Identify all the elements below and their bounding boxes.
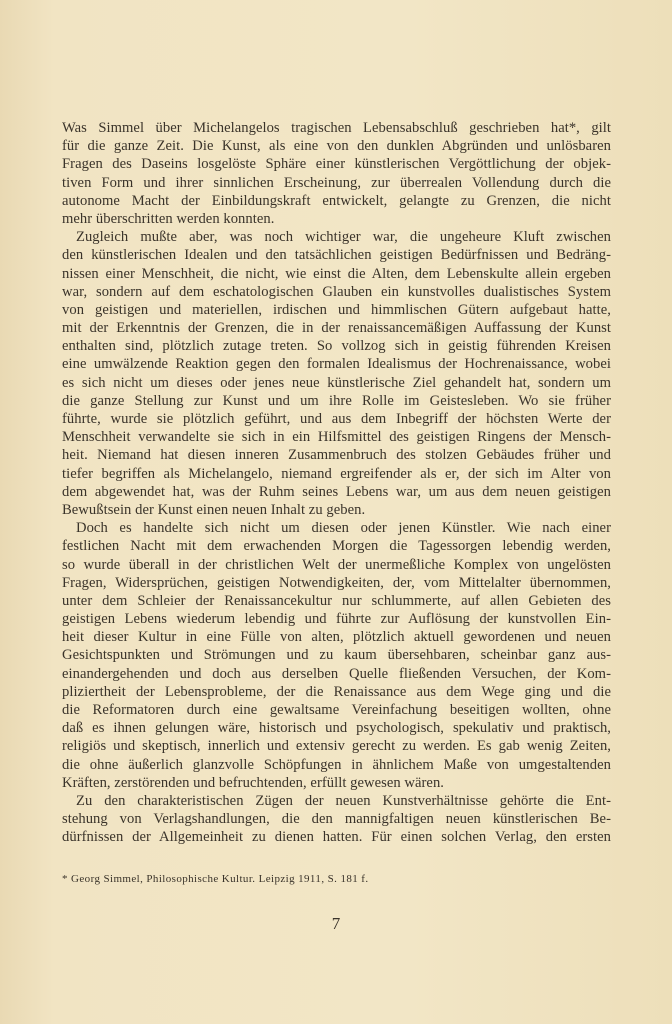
text-line: es sich nicht um dieses oder jenes neue künstlerische Ziel gehandelt hat, sondern um — [62, 374, 611, 391]
text-line: Zugleich mußte aber, was noch wichtiger war, die ungeheure Kluft zwischen — [76, 229, 611, 246]
text-line: so wurde überall in der christlichen Welt der unermeßliche Komplex von ungelösten — [62, 556, 611, 573]
text-line: Gesichtspunkten und Strömungen und zu kaum übersehbaren, scheinbar ganz aus- — [62, 647, 611, 664]
text-line: Fragen des Daseins losgelöste Sphäre einer künstlerischen Vergöttlichung der objek- — [62, 156, 611, 173]
text-line: Menschheit verwandelte sie sich in ein Hilfsmittel des geistigen Ringens der Mensch- — [62, 429, 611, 446]
text-line: mit der Erkenntnis der Grenzen, die in der renaissancemäßigen Auffassung der Kunst — [62, 320, 611, 337]
text-line: war, sondern auf dem eschatologischen Glauben ein kunstvolles dualistisches System — [62, 283, 611, 300]
paragraph — [62, 228, 611, 519]
body-text — [62, 119, 611, 847]
text-line: Kräften, zerstörenden und befruchtenden, erfüllt gewesen wären. — [62, 774, 445, 791]
paragraph — [62, 519, 611, 792]
text-line: Zu den charakteristischen Zügen der neuen Kunstverhältnisse gehörte die Ent- — [76, 792, 611, 809]
text-line: unter dem Schleier der Renaissancekultur nur schlummerte, auf allen Gebieten des — [62, 592, 611, 609]
text-line: dem abgewendet hat, was der Ruhm seines Lebens war, um aus dem neuen geistigen — [62, 483, 611, 500]
page-number: 7 — [331, 914, 341, 933]
text-line: Bewußtsein der Kunst einen neuen Inhalt zu geben. — [62, 501, 366, 518]
text-line: den künstlerischen Idealen und den tatsächlichen geistigen Bedürfnissen und Bedräng- — [62, 247, 611, 264]
text-line: Fragen, Widersprüchen, geistigen Notwendigkeiten, der, vom Mittelalter übernommen, — [62, 574, 611, 591]
text-line: pliziertheit der Lebensprobleme, der die Renaissance aus dem Wege ging und die — [62, 683, 611, 700]
text-line: enthalten sind, plötzlich zutage treten. So vollzog sich in geistig führenden Kreisen — [62, 338, 611, 355]
text-line: dürfnissen der Allgemeinheit zu dienen hatten. Für einen solchen Verlag, den ersten — [62, 829, 611, 846]
text-line: nissen einer Menschheit, die nicht, wie einst die Alten, dem Lebenskulte allein ergeben — [62, 265, 611, 282]
text-line: geistigen Lebens wiederum lebendig und führte zur Auflösung der kunstvollen Ein- — [62, 611, 611, 628]
text-line: stehung von Verlagshandlungen, die den mannigfaltigen neuen künstlerischen Be- — [62, 811, 611, 828]
text-line: tiefer begriffen als Michelangelo, niemand ergreifender als er, der sich im Alter von — [62, 465, 611, 482]
text-line: Doch es handelte sich nicht um diesen oder jenen Künstler. Wie nach einer — [76, 520, 611, 537]
text-line: einandergehenden und doch aus derselben Quelle fließenden Versuchen, der Kom- — [62, 665, 611, 682]
text-line: daß es ihnen gelungen wäre, historisch und psychologisch, spekulativ und praktisch, — [62, 720, 611, 737]
text-line: die ganze Stellung zur Kunst und um ihre Rolle im Geistesleben. Wo sie früher — [62, 392, 611, 409]
text-line: heit. Niemand hat diesen inneren Zusammenbruch des stolzen Gebäudes früher und — [62, 447, 611, 464]
paragraph — [62, 792, 611, 847]
text-line: führte, wurde sie plötzlich geführt, und aus dem Inbegriff der höchsten Werte der — [62, 411, 611, 427]
text-line: eine umwälzende Reaktion gegen den formalen Idealismus der Hochrenaissance, wobei — [62, 356, 611, 373]
footnote: * Georg Simmel, Philosophische Kultur. Leipzig 1911, S. 181 f. — [62, 873, 369, 885]
text-line: autonome Macht der Einbildungskraft entwickelt, gelangte zu Grenzen, die nicht — [62, 192, 611, 209]
text-line: tiven Form und ihrer sinnlichen Erscheinung, zur überrealen Vollendung durch die — [62, 174, 611, 191]
text-line: festlichen Nacht mit dem erwachenden Morgen die Tagessorgen lebendig werden, — [62, 538, 611, 555]
text-line: die Reformatoren durch eine gewaltsame Vereinfachung beseitigen wollten, ohne — [62, 702, 611, 718]
text-line: mehr überschritten werden konnten. — [62, 210, 275, 227]
text-line: Was Simmel über Michelangelos tragischen Lebensabschluß geschrieben hat*, gilt — [62, 120, 611, 136]
text-line: die ohne äußerlich glanzvolle Schöpfungen in ähnlichem Maße von umgestaltenden — [62, 756, 611, 773]
text-line: heit dieser Kultur in eine Fülle von alten, plötzlich aktuell gewordenen und neuen — [62, 629, 611, 646]
text-line: von geistigen und materiellen, irdischen und himmlischen Gütern aufgebaut hatte, — [62, 301, 611, 318]
paragraph — [62, 119, 611, 228]
text-line: religiös und skeptisch, innerlich und extensiv gerecht zu werden. Es gab wenig Zeiten, — [62, 738, 611, 755]
text-line: für die ganze Zeit. Die Kunst, als eine von den dunklen Abgründen und unlösbaren — [62, 138, 611, 155]
